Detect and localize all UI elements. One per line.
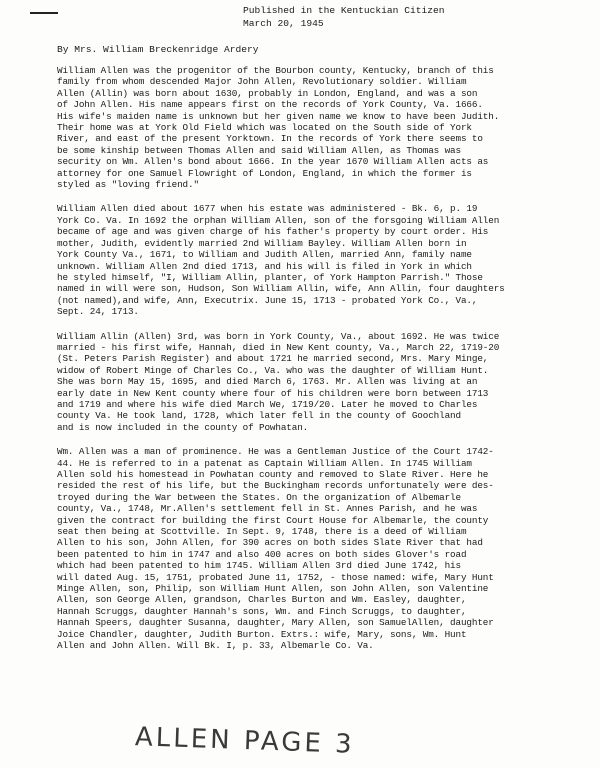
text-line: Minge Allen, son, Philip, son William Hunt Allen, son John Allen, son Valentine [57,583,489,595]
text-line: 44. He is referred to in a patenat as Captain William Allen. In 1745 William [57,457,472,469]
author-byline: By Mrs. William Breckenridge Ardery [57,44,259,55]
paragraph-4 [57,446,577,651]
paragraph-2 [57,203,577,317]
text-line: became of age and was given charge of his father's property by court order. His [57,226,489,238]
text-line: county Va. He took land, 1728, which later fell in the county of Goochland [57,410,461,422]
text-line: York Co. Va. In 1692 the orphan William Allen, son of the forsgoing William Allen [57,214,500,226]
publication-line: Published in the Kentuckian Citizen [243,5,445,16]
text-line: unknown. William Allen 2nd died 1713, and his will is filed in York in which [57,260,472,272]
handwritten-page-note: ALLEN PAGE 3 [134,722,356,760]
text-line: Allen sold his homestead in Powhatan county and removed to Slate River. Here he [57,469,489,480]
text-line: county, Va., 1748, Mr.Allen's settlement fell in St. Annes Parish, and he was [57,503,478,515]
text-line: and 1719 and where his wife died March We, 1719/20. Later he moved to Charles [57,398,478,410]
paragraph-1 [57,65,577,190]
text-line: She was born May 15, 1695, and died March 6, 1763. Mr. Allen was living at an [57,376,478,388]
text-line: Allen and John Allen. Will Bk. I, p. 33, Albemarle Co. Va. [57,640,374,652]
text-line: Allen (Allin) was born about 1630, probably in London, England, and was a son [57,87,478,99]
text-line: (not named),and wife, Ann, Executrix. June 15, 1713 - probated York Co., Va., [57,294,478,306]
text-line: married - his first wife, Hannah, died in New Kent county, Va., March 22, 1719-20 [57,341,500,353]
text-line: widow of Robert Minge of Charles Co., Va. who was the daughter of William Hunt. [57,364,489,376]
text-line: troyed during the War between the States. On the organization of Albemarle [57,491,461,503]
text-line: mother, Judith, evidently married 2nd William Bayley. William Allen born in [57,237,467,249]
text-line: River, and east of the present Yorktown. In the records of York there seems to [57,133,483,145]
text-line: William Allin (Allen) 3rd, was born in York County, Va., about 1692. He was twice [57,330,500,342]
text-line: seat then being at Scottville. In Sept. 9, 1748, there is a deed of William [57,526,467,538]
text-line: Hannah Scruggs, daughter Hannah's sons, Wm. and Finch Scruggs, to daughter, [57,605,467,617]
publication-date: March 20, 1945 [243,18,324,29]
text-line: security on Wm. Allen's bond about 1666. In the year 1670 William Allen acts as [57,156,489,168]
text-line: been patented to him in 1747 and also 400 acres on both sides Glover's road [57,548,467,560]
text-line: early date in New Kent county where four of his children were born between 1713 [57,387,489,399]
text-line: will dated Aug. 15, 1751, probated June 11, 1752, - those named: wife, Mary Hunt [57,571,494,583]
text-line: given the contract for building the first Court House for Albemarle, the county [57,514,489,526]
text-line: Joice Chandler, daughter, Judith Burton. Extrs.: wife, Mary, sons, Wm. Hunt [57,628,467,640]
text-line: be some kinship between Thomas Allen and said William Allen, as Thomas was [57,144,461,156]
text-line: and is now included in the county of Powhatan. [57,421,309,433]
text-line: Hannah Speers, daughter Susanna, daughter, Mary Allen, son SamuelAllen, daughter [57,617,494,629]
text-line: His wife's maiden name is unknown but her given name we know to have been Judith. [57,110,500,122]
text-line: Allen to his son, John Allen, for 390 acres on both sides Slate River that had [57,537,483,549]
text-line: family from whom descended Major John Allen, Revolutionary soldier. William [57,76,467,88]
text-line: styled as "loving friend." [57,179,199,191]
text-line: he styled himself, "I, William Allin, planter, of York Hampton Parrish." Those [57,271,483,283]
text-line: named in will were son, Hudson, Son William Allin, wife, Ann Allin, four daughters [57,283,505,295]
text-line: Sept. 24, 1713. [57,306,139,318]
text-line: Wm. Allen was a man of prominence. He was a Gentleman Justice of the Court 1742- [57,446,494,458]
text-line: Allen, son George Allen, grandson, Charles Burton and Wm. Easley, daughter, [57,594,467,606]
page-mark-dash [30,12,58,14]
text-line: which had been patented to him 1745. William Allen 3rd died June 1742, his [57,560,461,572]
text-line: William Allen was the progenitor of the Bourbon county, Kentucky, branch of this [57,65,494,76]
article-body [57,65,577,665]
paragraph-3 [57,331,577,434]
text-line: resided the rest of his life, but the Buckingham records unfortunately were des- [57,480,494,492]
text-line: William Allen died about 1677 when his estate was administered - Bk. 6, p. 19 [57,203,478,215]
text-line: of John Allen. His name appears first on the records of York County, Va. 1666. [57,99,483,111]
text-line: Their home was at York Old Field which was located on the South side of York [57,122,472,134]
text-line: attorney for one Samuel Flowright of London, England, in which the former is [57,167,472,179]
text-line: York County Va., 1671, to William and Judith Allen, married Ann, family name [57,249,472,261]
text-line: (St. Peters Parish Register) and about 1721 he married second, Mrs. Mary Minge, [57,353,489,365]
